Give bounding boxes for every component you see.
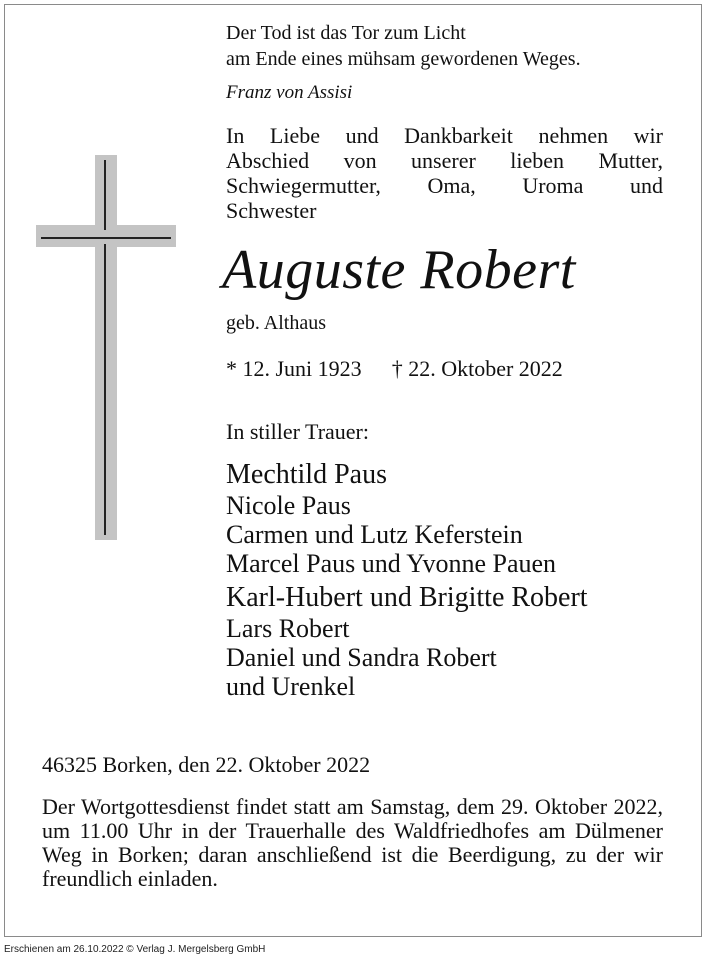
family-group-head: Karl-Hubert und Brigitte Robert	[226, 582, 588, 613]
intro-line: Schwester	[226, 198, 317, 223]
family-list	[226, 458, 588, 701]
intro-line: Abschied von unserer lieben Mutter,	[226, 148, 663, 173]
family-group	[226, 458, 588, 578]
family-member: Nicole Paus	[226, 491, 351, 520]
cross-icon	[36, 155, 176, 545]
family-group	[226, 581, 588, 701]
intro-text	[226, 123, 663, 223]
birth-date: * 12. Juni 1923	[226, 356, 362, 381]
publication-footer: Erschienen am 26.10.2022 © Verlag J. Mergelsberg GmbH	[4, 944, 266, 955]
quote-line: am Ende eines mühsam gewordenen Weges.	[226, 48, 581, 70]
family-member: Lars Robert	[226, 614, 350, 643]
quote	[226, 20, 581, 72]
quote-author: Franz von Assisi	[226, 82, 353, 103]
mourning-heading: In stiller Trauer:	[226, 419, 369, 444]
intro-line: Schwiegermutter, Oma, Uroma und	[226, 173, 663, 198]
quote-line: Der Tod ist das Tor zum Licht	[226, 22, 466, 44]
family-member: Daniel und Sandra Robert	[226, 643, 497, 672]
place-date: 46325 Borken, den 22. Oktober 2022	[42, 752, 371, 777]
deceased-name: Auguste Robert	[222, 239, 576, 301]
life-dates	[226, 356, 563, 382]
maiden-name: geb. Althaus	[226, 312, 326, 334]
family-member: Carmen und Lutz Keferstein	[226, 520, 523, 549]
intro-line: In Liebe und Dankbarkeit nehmen wir	[226, 123, 663, 148]
family-member: Marcel Paus und Yvonne Pauen	[226, 549, 557, 578]
family-member: und Urenkel	[226, 672, 356, 701]
service-text: Der Wortgottesdienst findet statt am Samstag, dem 29. Oktober 2022, um 11.00 Uhr in der Trauerhalle des Waldfriedhofes am Dülmener Weg in Borken; daran anschließend ist die Beerdigung, zu der wir freundlich einladen.	[42, 794, 663, 891]
death-date: † 22. Oktober 2022	[391, 356, 563, 381]
family-group-head: Mechtild Paus	[226, 459, 387, 490]
